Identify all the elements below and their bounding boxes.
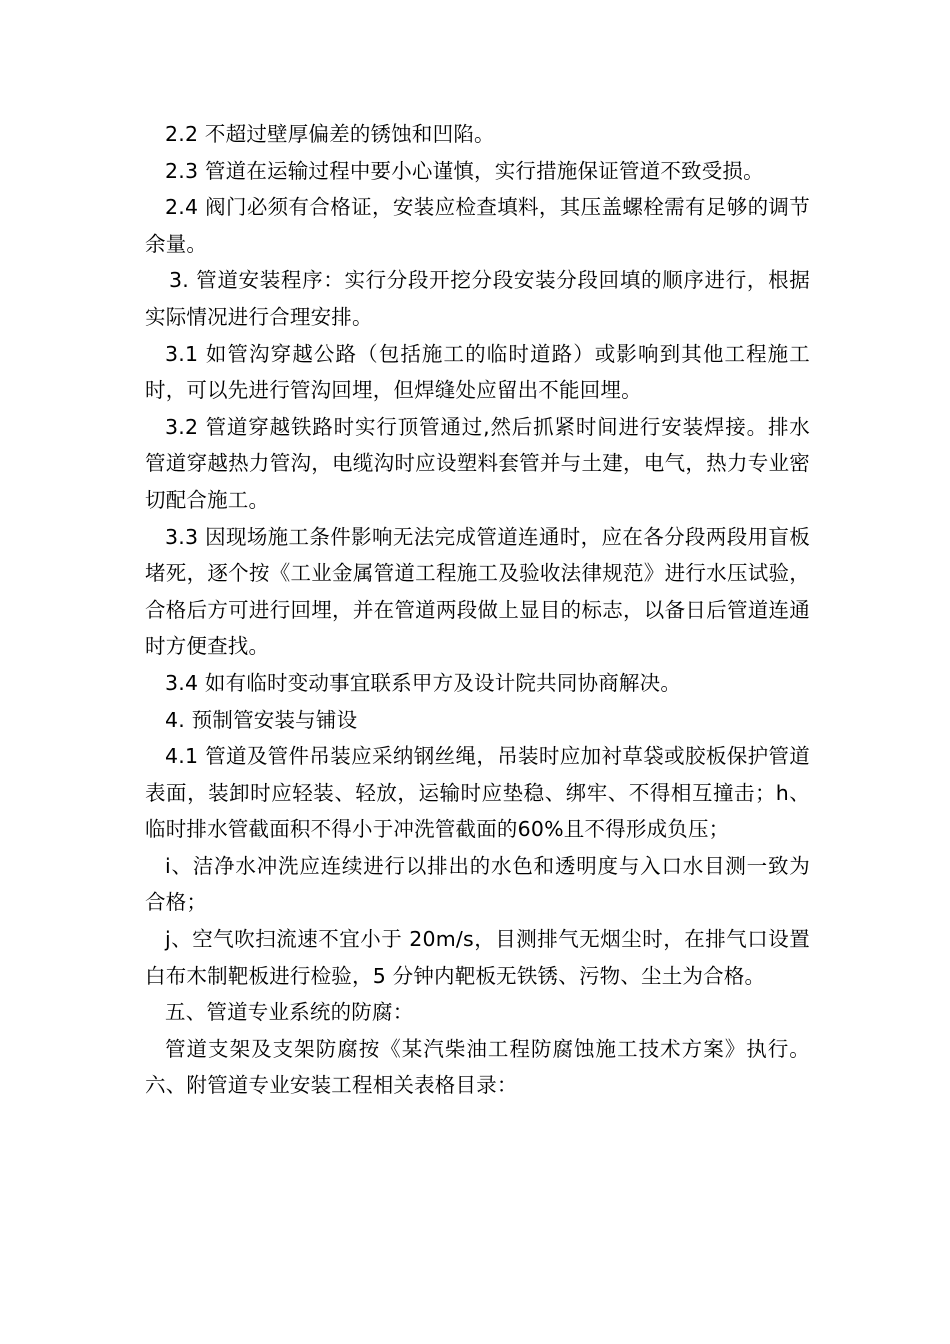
paragraph-3-4: 3.4 如有临时变动事宜联系甲方及设计院共同协商解决。 <box>165 670 682 695</box>
paragraph-2-4: 2.4 阀门必须有合格证，安装应检查填料，其压盖螺栓需有足够的调节余量。 <box>145 195 810 256</box>
paragraph-3: 3. 管道安装程序：实行分段开挖分段安装分段回填的顺序进行，根据实际情况进行合理安排。 <box>145 268 810 329</box>
paragraph-3-3: 3.3 因现场施工条件影响无法完成管道连通时，应在各分段两段用盲板堵死，逐个按《工业金属管道工程施工及验收法律规范》进行水压试验，合格后方可进行回埋，并在管道两段做上显目的标志，以备日后管道连通时方便查找。 <box>145 524 810 659</box>
paragraph-2-3: 2.3 管道在运输过程中要小心谨慎，实行措施保证管道不致受损。 <box>165 158 764 183</box>
paragraph-item-j: j、空气吹扫流速不宜小于 20m/s，目测排气无烟尘时，在排气口设置白布木制靶板进行检验，5 分钟内靶板无铁锈、污物、尘土为合格。 <box>145 927 810 988</box>
paragraph-anticorrosion: 管道支架及支架防腐按《某汽柴油工程防腐蚀施工技术方案》执行。六、附管道专业安装工程相关表格目录： <box>145 1036 810 1098</box>
paragraph-3-1: 3.1 如管沟穿越公路（包括施工的临时道路）或影响到其他工程施工时，可以先进行管沟回埋，但焊缝处应留出不能回埋。 <box>145 341 810 403</box>
paragraph-2-2: 2.2 不超过壁厚偏差的锈蚀和凹陷。 <box>165 122 495 146</box>
section-heading-5: 五、管道专业系统的防腐： <box>165 1000 414 1025</box>
paragraph-4-1: 4.1 管道及管件吊装应采纳钢丝绳，吊装时应加衬草袋或胶板保护管道表面，装卸时应轻装、轻放，运输时应垫稳、绑牢、不得相互撞击；h、临时排水管截面积不得小于冲洗管截面的60%且不得形成负压； <box>145 744 810 842</box>
paragraph-item-i: i、洁净水冲洗应连续进行以排出的水色和透明度与入口水目测一致为合格； <box>145 853 810 915</box>
paragraph-4: 4. 预制管安装与铺设 <box>165 707 358 732</box>
paragraph-3-2: 3.2 管道穿越铁路时实行顶管通过,然后抓紧时间进行安装焊接。排水管道穿越热力管沟，电缆沟时应设塑料套管并与土建，电气，热力专业密切配合施工。 <box>145 414 810 512</box>
document-body <box>145 116 810 1104</box>
